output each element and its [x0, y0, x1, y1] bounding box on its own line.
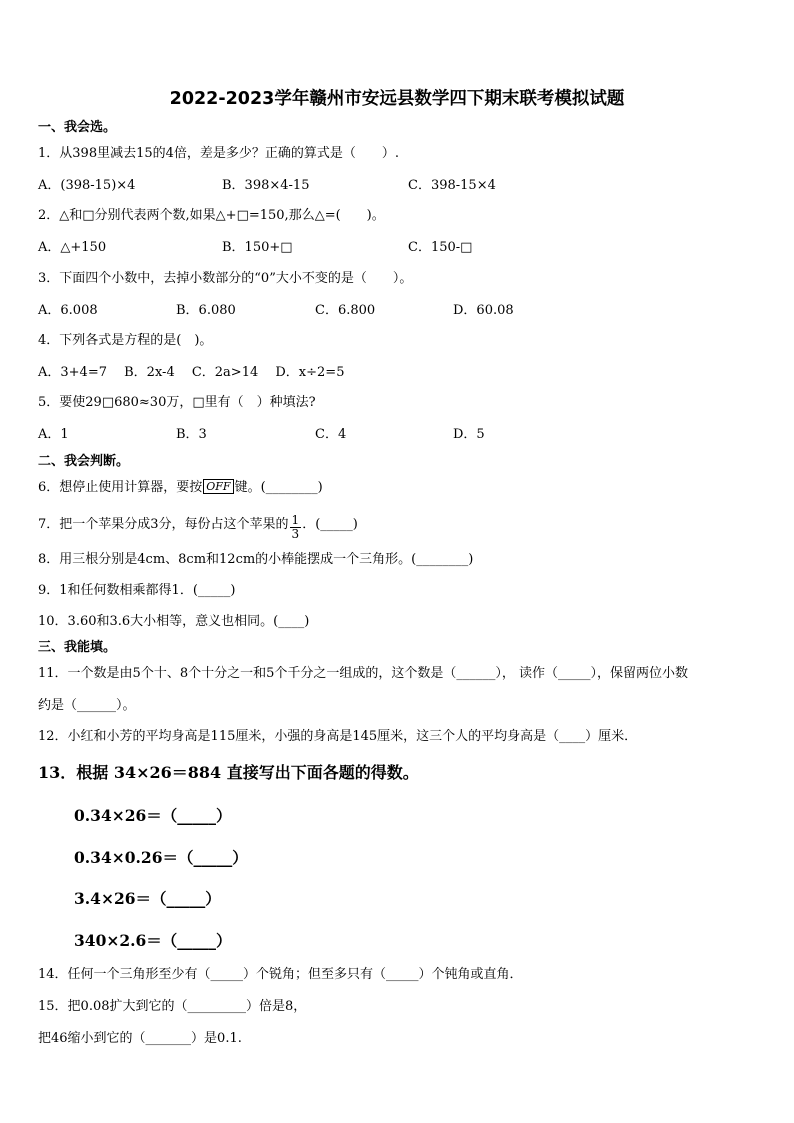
question-3-option-b: B．6.080	[176, 303, 236, 318]
question-9: 9．1和任何数相乘都得1．(_____)	[38, 583, 236, 598]
question-13-stem: 13．根据 34×26＝884 直接写出下面各题的得数。	[38, 763, 419, 782]
calc-item-2: 0.34×0.26＝（_____）	[74, 848, 248, 867]
question-5-option-c: C．4	[315, 427, 347, 442]
question-6-text-before: 6．想停止使用计算器，要按	[38, 480, 203, 495]
question-1-option-c: C．398-15×4	[408, 178, 496, 193]
question-15-line-2: 把46缩小到它的（_______）是0.1.	[38, 1031, 242, 1046]
question-14: 14．任何一个三角形至少有（_____）个锐角；但至多只有（_____）个钝角或直角．	[38, 967, 523, 982]
section-heading-judge: 二、我会判断。	[38, 454, 130, 469]
question-1-option-b: B．398×4-15	[222, 178, 310, 193]
question-7	[38, 514, 358, 541]
question-2-option-b: B．150+□	[222, 240, 293, 255]
question-3-option-a: A．6.008	[38, 303, 98, 318]
question-12: 12．小红和小芳的平均身高是115厘米，小强的身高是145厘米，这三个人的平均身高是（____）厘米．	[38, 729, 638, 744]
question-3-option-c: C．6.800	[315, 303, 376, 318]
fraction-one-third	[290, 514, 302, 541]
question-7-text-after: ．(_____)	[302, 517, 358, 532]
question-4-stem: 4．下列各式是方程的是( )。	[38, 333, 213, 348]
question-11-line-2: 约是（______）。	[38, 698, 136, 713]
page-title: 2022-2023学年赣州市安远县数学四下期末联考模拟试题	[169, 89, 625, 109]
question-1-stem: 1．从398里减去15的4倍，差是多少？正确的算式是（ ）.	[38, 146, 400, 161]
question-5-option-b: B．3	[176, 427, 207, 442]
calc-item-3: 3.4×26＝（_____）	[74, 889, 221, 908]
section-heading-fill: 三、我能填。	[38, 640, 117, 655]
question-1-option-a: A．(398-15)×4	[38, 178, 136, 193]
question-2-option-c: C．150-□	[408, 240, 473, 255]
question-7-text-before: 7．把一个苹果分成3分，每份占这个苹果的	[38, 517, 289, 532]
off-key-icon: OFF	[203, 479, 233, 494]
question-2-option-a: A．△+150	[38, 240, 107, 255]
question-8: 8．用三根分别是4cm、8cm和12cm的小棒能摆成一个三角形。(________)	[38, 552, 474, 567]
question-5-option-d: D．5	[453, 427, 485, 442]
fraction-numerator: 1	[291, 513, 300, 527]
question-11-line-1: 11．一个数是由5个十、8个十分之一和5个千分之一组成的，这个数是（______）， 读作（_____），保留两位小数	[38, 666, 688, 681]
question-2-stem: 2．△和□分别代表两个数,如果△+□=150,那么△=( )。	[38, 208, 385, 223]
question-4-options: A．3+4=7 B．2x-4 C．2a>14 D．x÷2=5	[38, 365, 345, 380]
question-10: 10．3.60和3.6大小相等，意义也相同。(____)	[38, 614, 310, 629]
question-6-text-after: 键。(________)	[234, 480, 323, 495]
question-15-line-1: 15．把0.08扩大到它的（_________）倍是8，	[38, 999, 307, 1014]
section-heading-choose: 一、我会选。	[38, 120, 117, 135]
question-3-option-d: D．60.08	[453, 303, 514, 318]
question-5-stem: 5．要使29□680≈30万，□里有（ ）种填法?	[38, 395, 316, 410]
question-5-option-a: A．1	[38, 427, 69, 442]
question-6	[38, 479, 323, 496]
calc-item-1: 0.34×26＝（_____）	[74, 806, 232, 825]
calc-item-4: 340×2.6＝（_____）	[74, 931, 232, 950]
fraction-denominator: 3	[291, 527, 300, 541]
question-3-stem: 3．下面四个小数中，去掉小数部分的“0”大小不变的是（ ）。	[38, 271, 413, 286]
